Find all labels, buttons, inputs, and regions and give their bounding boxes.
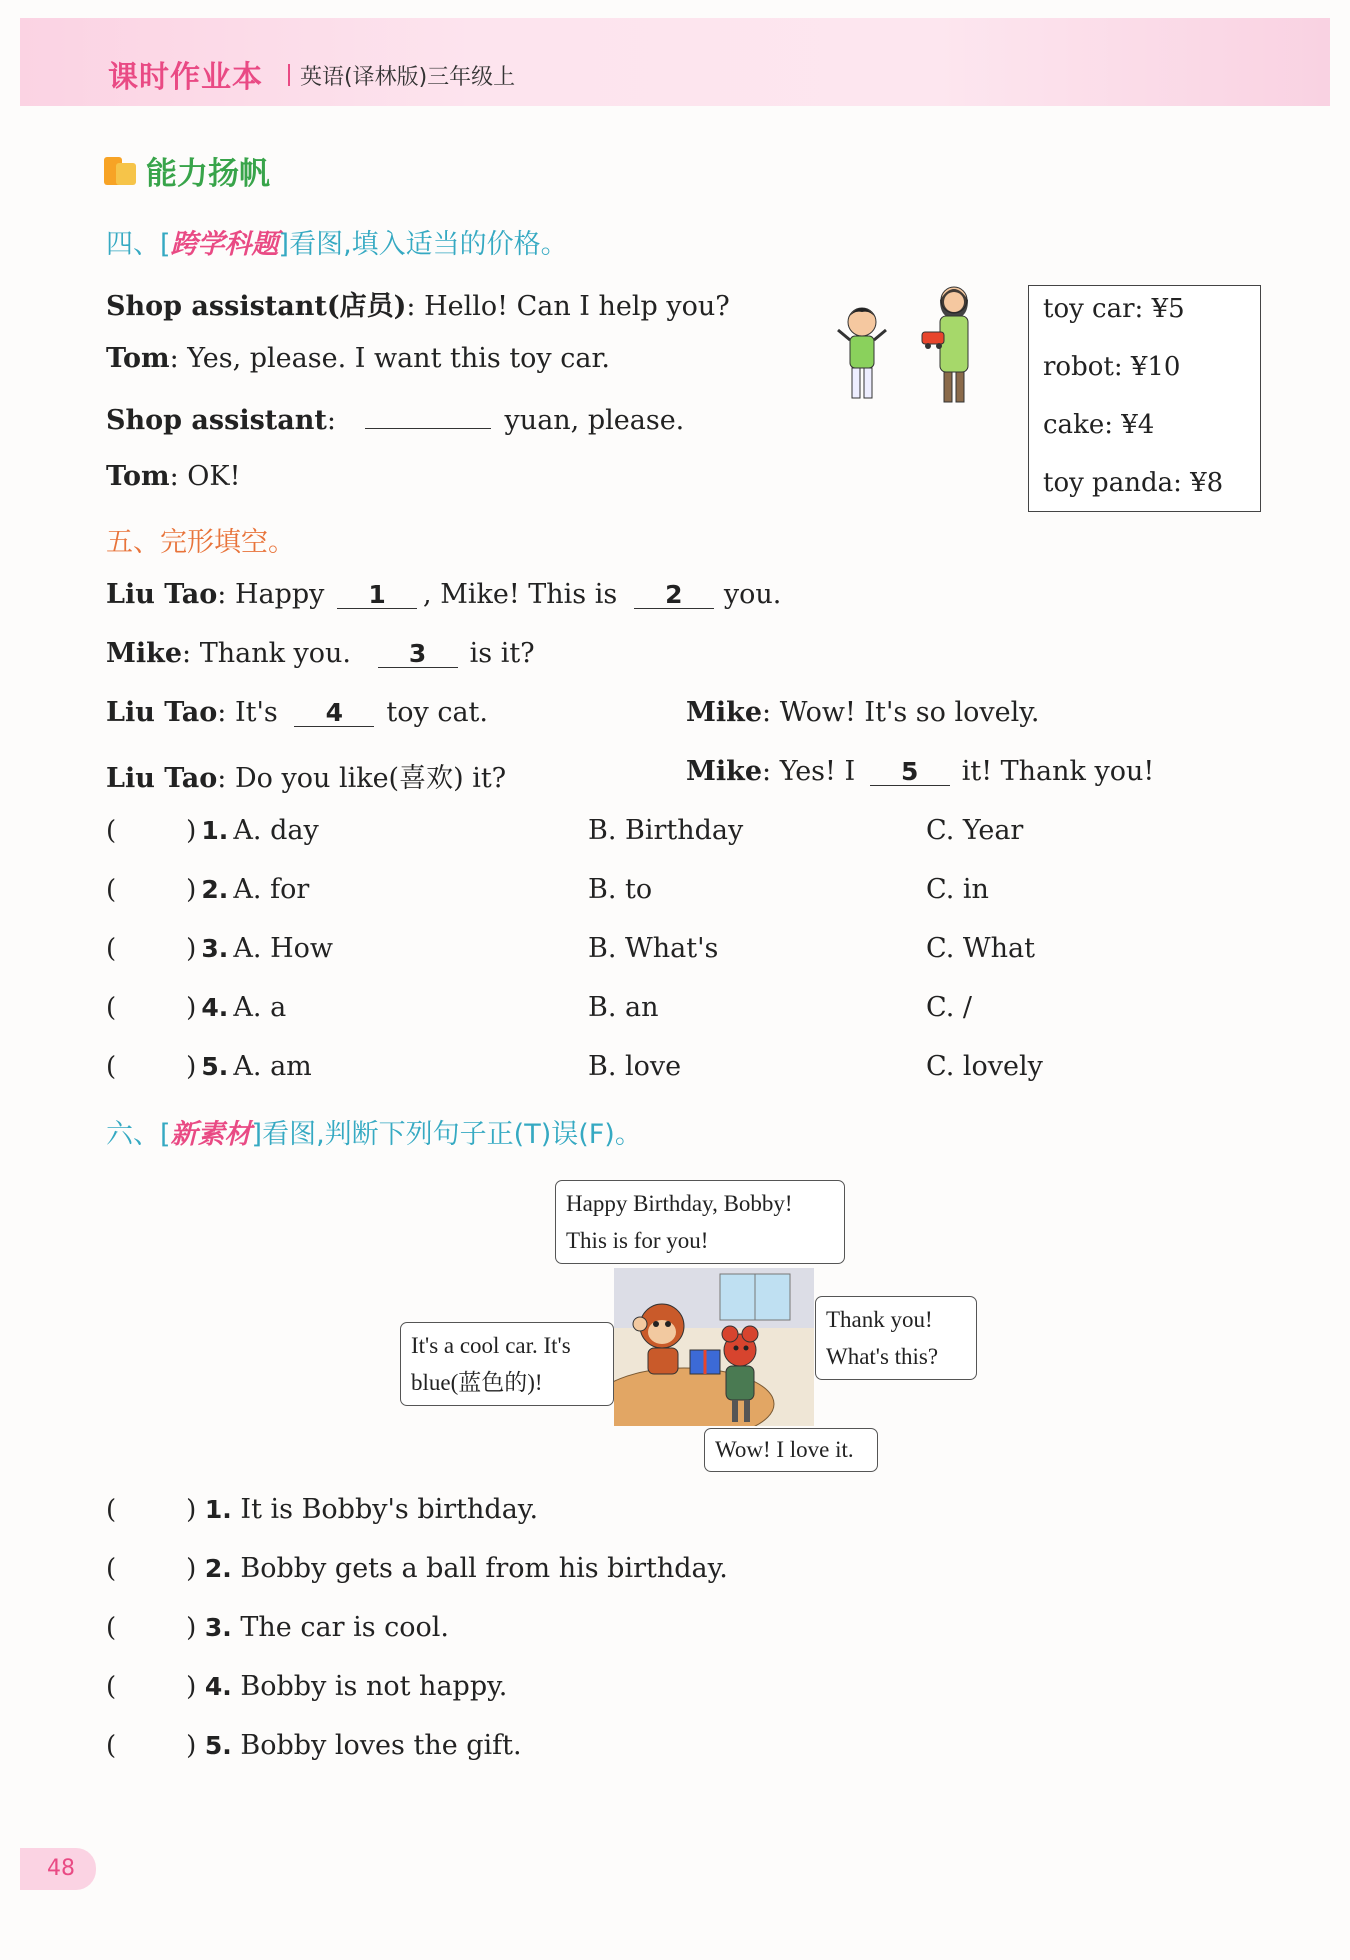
- speech-bubble-top: [555, 1180, 845, 1264]
- option-c: C. /: [926, 992, 972, 1023]
- bubble-text: Thank you!: [826, 1307, 933, 1332]
- price-item: robot: ¥10: [1043, 352, 1181, 382]
- cloze-blank-2[interactable]: 2: [634, 582, 714, 609]
- q6-tag: 新素材: [170, 1119, 252, 1150]
- option-c: C. What: [926, 933, 1035, 964]
- shop-illustration: [822, 280, 982, 420]
- q5-choice-row-2: ( ) 2. A. for: [106, 874, 310, 905]
- cloze-blank-1[interactable]: 1: [337, 582, 417, 609]
- q6-item-4: ( ) 4. Bobby is not happy.: [106, 1671, 508, 1702]
- option-b: B. an: [588, 992, 659, 1023]
- option-c: C. Year: [926, 815, 1024, 846]
- book-title: 课时作业本: [108, 60, 263, 95]
- line-text: : Yes! I: [762, 756, 856, 787]
- option-a: A. a: [233, 992, 287, 1023]
- q5-choice-row-5: ( ) 5. A. am: [106, 1051, 312, 1082]
- book-subtitle: 英语(译林版)三年级上: [300, 60, 515, 91]
- item-number: 3.: [204, 1613, 232, 1642]
- speaker: Tom: [106, 461, 170, 492]
- q6-item-1: ( ) 1. It is Bobby's birthday.: [106, 1494, 539, 1525]
- cloze-blank-4[interactable]: 4: [294, 700, 374, 727]
- birthday-comic-illustration: [614, 1268, 814, 1426]
- line-text: : Hello! Can I help you?: [406, 291, 730, 322]
- speaker: Tom: [106, 343, 170, 374]
- price-list-box: [1028, 285, 1261, 512]
- item-number: 4.: [201, 993, 229, 1022]
- bubble-text: Happy Birthday, Bobby!: [566, 1191, 793, 1216]
- section-heading: [104, 148, 270, 193]
- shop-assistant-figure: [922, 287, 968, 402]
- bubble-text: What's this?: [826, 1344, 939, 1369]
- q6-prefix: 六、[: [106, 1119, 171, 1150]
- q4-heading: [106, 222, 568, 261]
- q6-item-5: ( ) 5. Bobby loves the gift.: [106, 1730, 522, 1761]
- bubble-text: It's a cool car. It's: [411, 1333, 571, 1358]
- item-number: 5.: [204, 1731, 232, 1760]
- speaker: Mike: [686, 756, 763, 787]
- tom-figure: [838, 308, 886, 398]
- option-a: A. day: [233, 815, 319, 846]
- option-c: C. in: [926, 874, 989, 905]
- speaker: Mike: [686, 697, 763, 728]
- line-text: : Yes, please. I want this toy car.: [169, 343, 611, 374]
- bubble-text: This is for you!: [566, 1228, 709, 1253]
- speaker: Liu Tao: [106, 697, 218, 728]
- item-text: Bobby is not happy.: [240, 1671, 508, 1702]
- line-text: you.: [723, 579, 782, 610]
- line-text: toy cat.: [386, 697, 488, 728]
- q4-prefix: 四、[: [106, 229, 171, 260]
- line-text: , Mike! This is: [423, 579, 618, 610]
- speaker: Liu Tao: [106, 763, 218, 794]
- q5-dialog-line-2: [106, 638, 535, 669]
- option-a: A. am: [233, 1051, 312, 1082]
- q6-heading: [106, 1112, 642, 1151]
- item-text: It is Bobby's birthday.: [240, 1494, 539, 1525]
- answer-paren[interactable]: (: [106, 1731, 117, 1761]
- option-b: B. to: [588, 874, 653, 905]
- q5-choice-row-3: ( ) 3. A. How: [106, 933, 333, 964]
- option-b: B. What's: [588, 933, 719, 964]
- line-text: :: [326, 405, 336, 436]
- q5-choice-row-4: ( ) 4. A. a: [106, 992, 287, 1023]
- price-item: cake: ¥4: [1043, 410, 1155, 440]
- q5-choice-row-1: ( ) 1. A. day: [106, 815, 319, 846]
- item-number: 2.: [201, 875, 229, 904]
- answer-paren[interactable]: (: [106, 934, 117, 964]
- q6-item-2: ( ) 2. Bobby gets a ball from his birthday.: [106, 1553, 728, 1584]
- speaker: Mike: [106, 638, 183, 669]
- speaker: Liu Tao: [106, 579, 218, 610]
- item-number: 1.: [204, 1495, 232, 1524]
- line-text: : Do you like(喜欢) it?: [217, 763, 507, 794]
- speaker-note: (店员): [326, 291, 407, 322]
- q4-line-2: [106, 343, 610, 374]
- q4-line-4: [106, 461, 240, 492]
- q6-instruction: ]看图,判断下列句子正(T)误(F)。: [251, 1119, 642, 1150]
- q4-instruction: ]看图,填入适当的价格。: [278, 229, 568, 260]
- speech-bubble-right: [815, 1296, 977, 1380]
- answer-paren[interactable]: (: [106, 993, 117, 1023]
- q5-dialog-line-4: [106, 756, 506, 795]
- speech-bubble-left: [400, 1322, 614, 1406]
- option-a: A. for: [233, 874, 310, 905]
- q5-heading: 五、完形填空。: [106, 527, 295, 558]
- item-number: 4.: [204, 1672, 232, 1701]
- section-title: 能力扬帆: [146, 156, 270, 192]
- answer-paren[interactable]: (: [106, 1052, 117, 1082]
- q5-dialog-line-1: [106, 579, 781, 610]
- cloze-blank-5[interactable]: 5: [870, 759, 950, 786]
- line-text: : Happy: [217, 579, 325, 610]
- item-number: 5.: [201, 1052, 229, 1081]
- line-text: : Wow! It's so lovely.: [762, 697, 1040, 728]
- q4-line-1: [106, 284, 730, 323]
- answer-paren[interactable]: (: [106, 875, 117, 905]
- q5-dialog-line-4-right: [686, 756, 1154, 787]
- answer-paren[interactable]: (: [106, 1495, 117, 1525]
- item-text: The car is cool.: [240, 1612, 449, 1643]
- line-text: : OK!: [169, 461, 241, 492]
- answer-paren[interactable]: (: [106, 1672, 117, 1702]
- speech-bubble-bottom: Wow! I love it.: [704, 1428, 878, 1472]
- answer-paren[interactable]: (: [106, 1554, 117, 1584]
- line-text: is it?: [469, 638, 535, 669]
- price-item: toy panda: ¥8: [1043, 468, 1224, 498]
- option-b: B. Birthday: [588, 815, 744, 846]
- option-b: B. love: [588, 1051, 682, 1082]
- line-text: : Thank you.: [182, 638, 352, 669]
- item-number: 3.: [201, 934, 229, 963]
- speaker: Shop assistant: [106, 291, 327, 322]
- flag-icon: [104, 155, 138, 187]
- q6-item-3: ( ) 3. The car is cool.: [106, 1612, 449, 1643]
- q5-dialog-line-3-right: [686, 697, 1040, 728]
- q5-dialog-line-3: [106, 697, 488, 728]
- option-c: C. lovely: [926, 1051, 1043, 1082]
- line-text: yuan, please.: [504, 405, 685, 436]
- q4-tag: 跨学科题: [170, 229, 279, 260]
- speaker: Shop assistant: [106, 405, 327, 436]
- line-text: it! Thank you!: [961, 756, 1155, 787]
- line-text: : It's: [217, 697, 278, 728]
- price-item: toy car: ¥5: [1043, 294, 1185, 324]
- q4-line-3: [106, 402, 684, 436]
- item-text: Bobby gets a ball from his birthday.: [240, 1553, 728, 1584]
- bubble-text: blue(蓝色的)!: [411, 1370, 543, 1395]
- item-number: 1.: [201, 816, 229, 845]
- item-number: 2.: [204, 1554, 232, 1583]
- cloze-blank-3[interactable]: 3: [378, 641, 458, 668]
- option-a: A. How: [233, 933, 333, 964]
- price-answer-blank[interactable]: [365, 402, 491, 429]
- answer-paren[interactable]: (: [106, 816, 117, 846]
- page-number: 48: [47, 1856, 75, 1881]
- item-text: Bobby loves the gift.: [240, 1730, 522, 1761]
- answer-paren[interactable]: (: [106, 1613, 117, 1643]
